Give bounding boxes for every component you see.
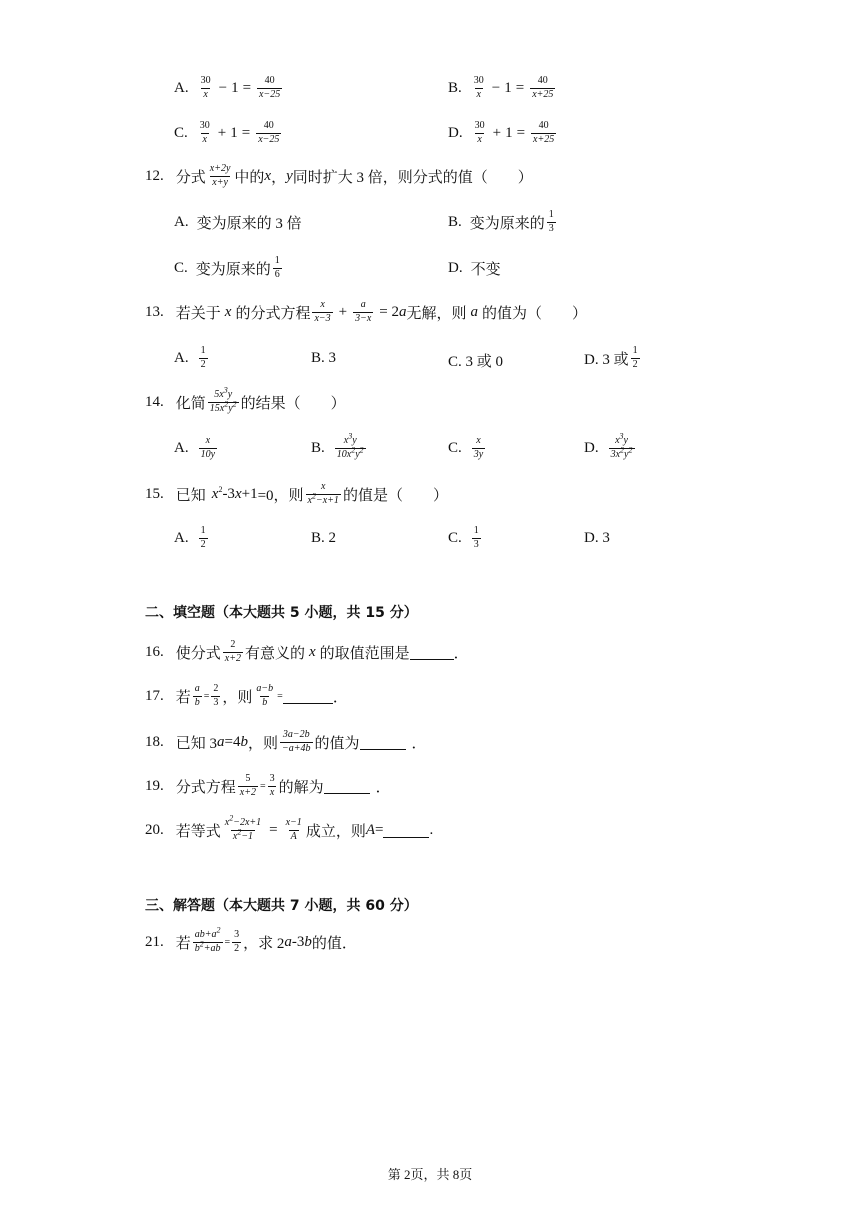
q15-option-a: A. $\frac{1}{2}$ xyxy=(174,525,206,550)
section-2-heading: 二、填空题（本大题共 5 小题，共 15 分） xyxy=(145,605,418,621)
q14-option-d: D. $\frac{x^3y}{3x^2y^2}$ xyxy=(584,431,633,460)
question-12: 12. 分式 $\frac{x+2y}{x+y}$ 中的 x ， y 同时扩大 3 倍，则分式的值（ ） xyxy=(145,163,533,188)
q12-option-d: D. 不变 xyxy=(448,260,501,278)
q12-option-b: B. 变为原来的 $\frac{1}{3}$ xyxy=(448,209,554,234)
question-20: 20. 若等式 $\frac{x^2-2x+1}{x^2-1}$ = $\frac{x-1}{A}$ 成立，则 A = . xyxy=(145,813,434,842)
q18-answer-blank[interactable] xyxy=(360,735,406,750)
question-14: 14. 化简 $\frac{5x^3y}{15x^2y^2}$ 的结果（ ） xyxy=(145,385,346,414)
q13-option-b: B. 3 xyxy=(311,350,337,366)
q11-option-d: D. $\frac{30}{x}$ + 1 = $\frac{40}{x+25}$ xyxy=(448,120,555,145)
q14-option-a: A. $\frac{x}{10y}$ xyxy=(174,435,216,460)
q16-answer-blank[interactable] xyxy=(410,645,454,660)
question-19: 19. 分式方程 $\frac{5}{x+2}$ = $\frac{3}{x}$ 的解为 ． xyxy=(145,773,391,798)
q13-option-c: C. 3 或 0 xyxy=(448,354,504,370)
q13-option-a: A. $\frac{1}{2}$ xyxy=(174,345,206,370)
q12-option-c: C. 变为原来的 $\frac{1}{6}$ xyxy=(174,255,280,280)
q15-option-c: C. $\frac{1}{3}$ xyxy=(448,525,479,550)
section-3-heading: 三、解答题（本大题共 7 小题，共 60 分） xyxy=(145,898,418,914)
question-18: 18. 已知 3 a =4 b ，则 $\frac{3a-2b}{-a+4b}$ 的值为 ． xyxy=(145,729,427,754)
question-16: 16. 使分式 $\frac{2}{x+2}$ 有意义的 x 的取值范围是 ． xyxy=(145,639,469,664)
q14-option-b: B. $\frac{x^3y}{10x^2y^2}$ xyxy=(311,431,364,460)
question-15: 15. 已知 $x^2-3x+1$ =0，则 $\frac{x}{x^2-x+1}$ 的值是（ ） xyxy=(145,481,448,506)
question-21: 21. 若 $\frac{ab+a^2}{b^2+ab}$ = $\frac{3}{2}$ ，求 2 a -3 b 的值． xyxy=(145,925,357,954)
q11-option-a: A. $\frac{30}{x}$ − 1 = $\frac{40}{x-25}$ xyxy=(174,75,281,100)
q17-answer-blank[interactable] xyxy=(283,689,333,704)
question-17: 17. 若 $\frac{a}{b}$ = $\frac{2}{3}$ ，则 $\frac{a-b}{b}$ = ． xyxy=(145,683,348,708)
q12-option-a: A. 变为原来的 3 倍 xyxy=(174,214,302,232)
q15-option-d: D. 3 xyxy=(584,530,610,546)
question-13: 13. 若关于 x 的分式方程 $\frac{x}{x-3}$ + $\frac{a}{3-x}$ = 2 a 无解，则 a 的值为（ ） xyxy=(145,299,588,324)
q19-answer-blank[interactable] xyxy=(324,779,370,794)
q14-option-c: C. $\frac{x}{3y}$ xyxy=(448,435,484,460)
q11-option-b: B. $\frac{30}{x}$ − 1 = $\frac{40}{x+25}$ xyxy=(448,75,554,100)
q11-option-c: C. $\frac{30}{x}$ + 1 = $\frac{40}{x-25}$ xyxy=(174,120,280,145)
q13-option-d: D. 3 或 $\frac{1}{2}$ xyxy=(584,345,638,370)
page-footer: 第 2页，共 8页 xyxy=(387,1167,473,1182)
q15-option-b: B. 2 xyxy=(311,530,337,546)
q20-answer-blank[interactable] xyxy=(383,823,429,838)
